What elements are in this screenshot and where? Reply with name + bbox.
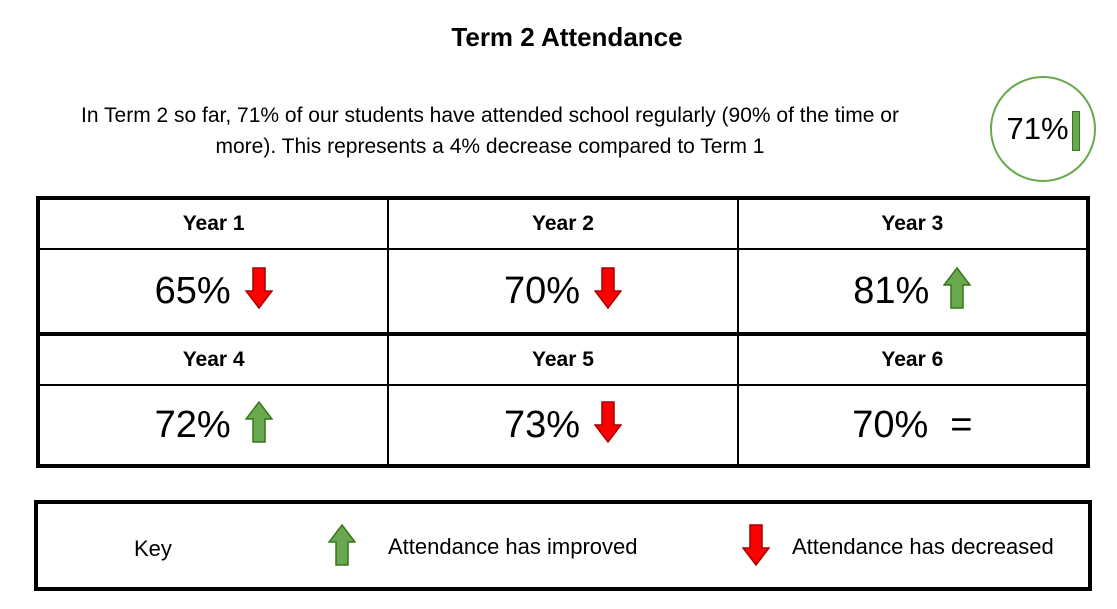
year-2-value: 70% xyxy=(503,269,581,312)
year-5-header: Year 5 xyxy=(387,336,736,384)
year-4-value: 72% xyxy=(154,403,231,446)
no-change-icon: = xyxy=(950,403,973,446)
year-1-cell xyxy=(40,250,387,332)
table-row xyxy=(40,386,1086,464)
year-6-cell xyxy=(737,386,1086,464)
key-decreased-label: Attendance has decreased xyxy=(792,534,1054,559)
key-improved-label: Attendance has improved xyxy=(388,534,638,559)
table-header-row xyxy=(40,200,1086,250)
year-2-header: Year 2 xyxy=(387,200,736,248)
up-arrow-icon xyxy=(245,401,273,453)
year-6-header: Year 6 xyxy=(737,336,1086,384)
year-4-cell xyxy=(40,386,387,464)
year-3-cell xyxy=(737,250,1086,332)
year-3-value: 81% xyxy=(853,269,930,312)
year-1-header: Year 1 xyxy=(182,212,245,235)
key-label: Key xyxy=(134,536,172,561)
year-5-cell xyxy=(387,386,736,464)
year-2-cell xyxy=(387,250,736,332)
year-5-value: 73% xyxy=(503,403,581,446)
table-row xyxy=(40,250,1086,332)
badge-bar-icon xyxy=(1072,111,1080,151)
down-arrow-icon xyxy=(594,401,622,453)
key-down-arrow-icon xyxy=(742,524,770,572)
overall-attendance-badge xyxy=(990,76,1096,182)
year-6-value: 70% xyxy=(852,403,929,446)
overall-attendance-value: 71% xyxy=(1006,111,1069,146)
key-box xyxy=(34,500,1092,591)
attendance-summary xyxy=(10,100,970,162)
year-attendance-table xyxy=(36,196,1090,468)
table-header-row xyxy=(40,332,1086,386)
year-3-header: Year 3 xyxy=(737,200,1086,248)
down-arrow-icon xyxy=(594,267,622,319)
page-title: Term 2 Attendance xyxy=(451,22,683,52)
year-1-value: 65% xyxy=(154,269,231,312)
up-arrow-icon xyxy=(943,267,971,319)
year-4-header: Year 4 xyxy=(182,348,245,371)
key-up-arrow-icon xyxy=(328,524,356,572)
summary-line-2: more). This represents a 4% decrease compared to Term 1 xyxy=(215,135,765,158)
summary-line-1: In Term 2 so far, 71% of our students have attended school regularly (90% of the time or xyxy=(81,104,899,127)
down-arrow-icon xyxy=(245,267,273,319)
